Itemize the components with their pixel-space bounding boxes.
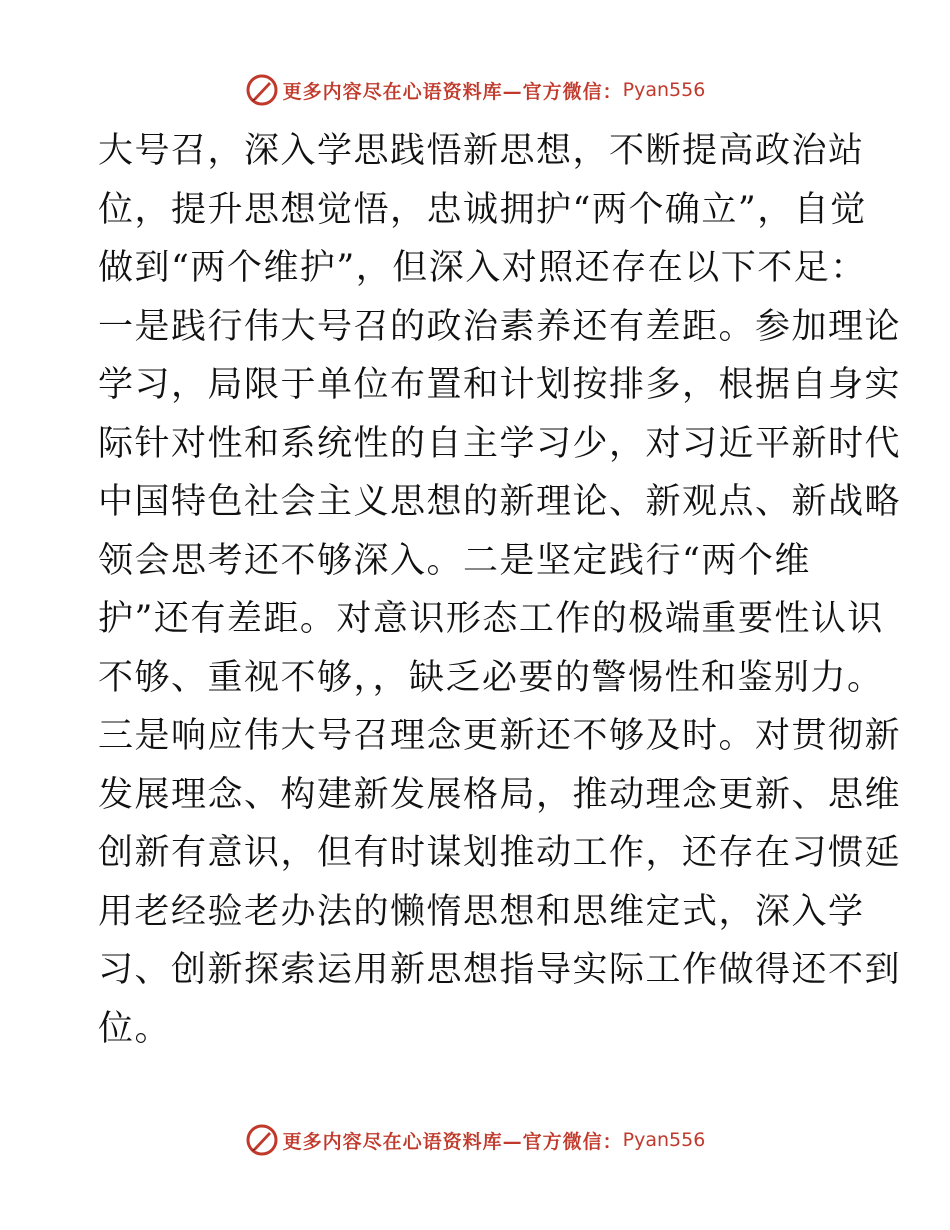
text-line: 发展理念、构建新发展格局，推动理念更新、思维 [98, 774, 902, 815]
text-line: 中国特色社会主义思想的新理论、新观点、新战略 [98, 482, 902, 522]
wechat-account: Pyan556 [622, 1129, 706, 1151]
text-line: 领会思考还不够深入。二是坚定践行“两个维 [98, 540, 811, 581]
banner-text: 更多内容尽在心语资料库—官方微信： [282, 1130, 623, 1153]
text-line: 护”还有差距。对意识形态工作的极端重要性认识 [98, 599, 884, 639]
text-line: 三是响应伟大号召理念更新还不够及时。对贯彻新 [98, 716, 902, 756]
text-line: 用老经验老办法的懒惰思想和思维定式，深入学 [98, 891, 865, 932]
footer-watermark-banner [0, 1120, 950, 1160]
text-line: 习、创新探索运用新思想指导实际工作做得还不到 [98, 950, 902, 990]
header-watermark-banner [0, 70, 950, 110]
banner-text: 更多内容尽在心语资料库—官方微信： [282, 80, 623, 103]
text-line: 不够、重视不够，，缺乏必要的警惕性和鉴别力。 [98, 657, 884, 698]
text-line: 一是践行伟大号召的政治素养还有差距。参加理论 [98, 306, 902, 347]
text-line: 际针对性和系统性的自主学习少，对习近平新时代 [98, 423, 902, 464]
text-line: 大号召，深入学思践悟新思想，不断提高政治站 [98, 131, 865, 171]
text-line: 位，提升思想觉悟，忠诚拥护“两个确立”，自觉 [98, 189, 867, 230]
quill-logo-icon [245, 1123, 279, 1157]
wechat-account: Pyan556 [622, 79, 706, 101]
text-line: 学习，局限于单位布置和计划按排多，根据自身实 [98, 365, 902, 405]
document-body [98, 122, 902, 1058]
text-line: 做到“两个维护”，但深入对照还存在以下不足： [98, 248, 867, 288]
text-line: 创新有意识，但有时谋划推动工作，还存在习惯延 [98, 833, 902, 873]
text-line: 位。 [98, 1008, 172, 1049]
quill-logo-icon [245, 73, 279, 107]
